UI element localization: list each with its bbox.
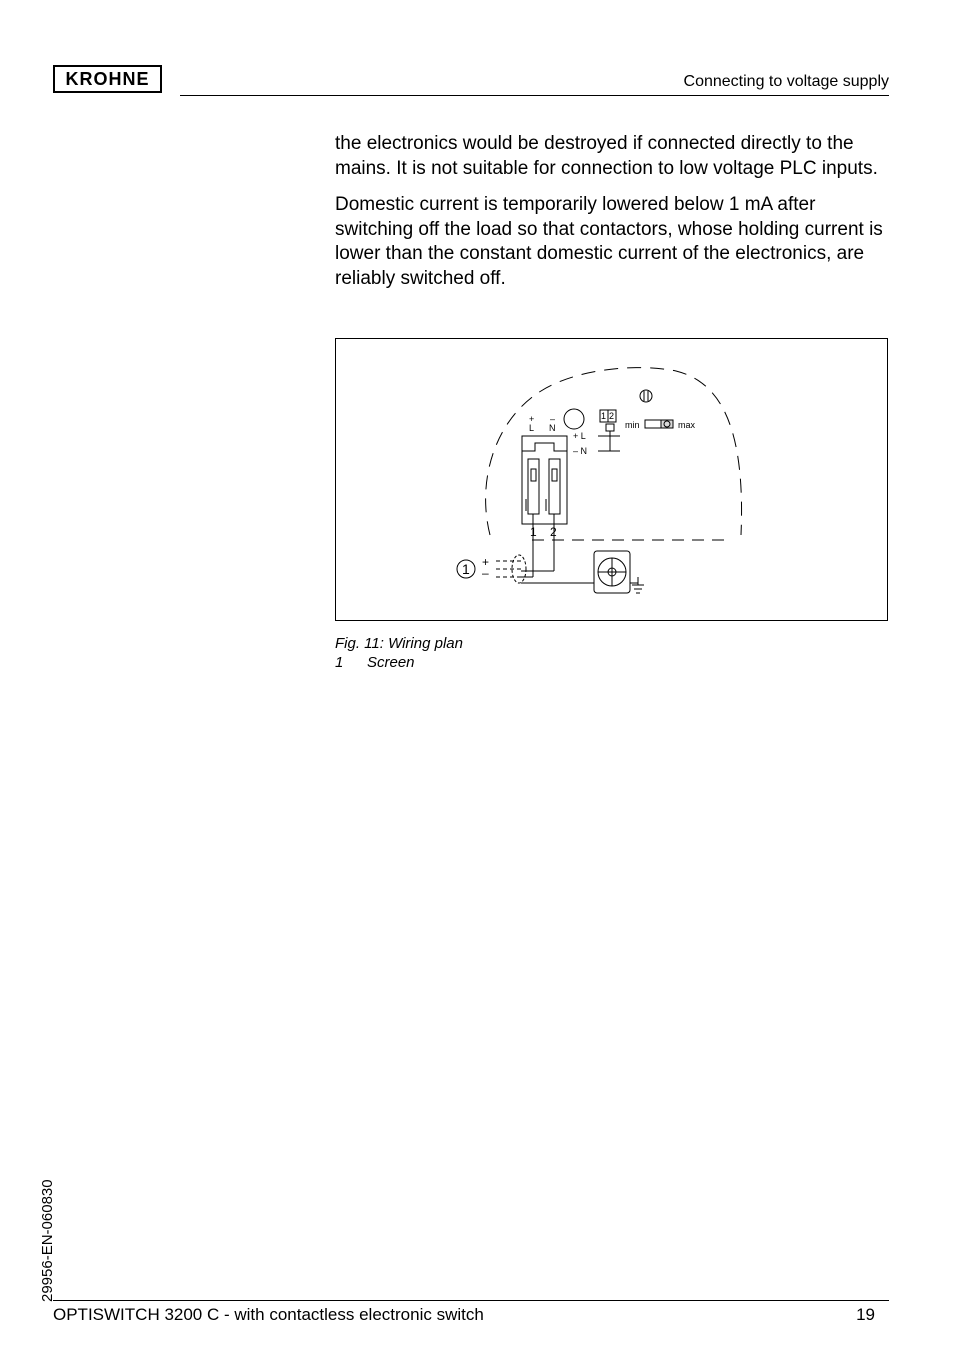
wiring-diagram xyxy=(336,339,887,620)
terminal-n-label: N xyxy=(549,423,556,433)
lock-screw-icon xyxy=(640,390,652,402)
minus-n-label: – N xyxy=(573,446,588,456)
relay-contact xyxy=(606,424,614,431)
terminal-2-label: 2 xyxy=(550,525,557,539)
body-text xyxy=(335,132,891,303)
krohne-logo: KROHNE xyxy=(53,65,162,93)
footer-divider xyxy=(53,1300,889,1301)
terminal-plus-label: + xyxy=(529,414,535,424)
document-code: 29956-EN-060830 xyxy=(39,1179,56,1302)
header-divider xyxy=(180,95,889,96)
plus-l-label: + L xyxy=(573,431,586,441)
section-title: Connecting to voltage supply xyxy=(683,73,889,90)
cable-plus-label: + xyxy=(482,555,490,569)
terminal-minus-label: – xyxy=(550,414,556,424)
terminal-screw xyxy=(564,409,584,429)
legend-item xyxy=(335,653,463,672)
relay-2-label: 2 xyxy=(609,411,615,421)
min-label: min xyxy=(625,420,640,430)
wiring-plan-figure xyxy=(335,338,888,621)
page-number: 19 xyxy=(856,1305,875,1324)
screen-callout-label: 1 xyxy=(462,561,470,577)
footer-title: OPTISWITCH 3200 C - with contactless electronic switch xyxy=(53,1305,484,1324)
relay-1-label: 1 xyxy=(601,411,607,421)
paragraph: Domestic current is temporarily lowered below 1 mA after switching off the load so that contactors, whose holding current is lower than the constant domestic current of the electronics, are reliably switched off. xyxy=(335,194,883,289)
legend-text: Screen xyxy=(367,654,415,671)
max-label: max xyxy=(678,420,696,430)
figure-caption xyxy=(335,634,463,672)
cable-minus-label: – xyxy=(482,566,489,580)
paragraph: the electronics would be destroyed if connected directly to the mains. It is not suitable for connection to low voltage PLC inputs. xyxy=(335,133,878,179)
terminal-1-label: 1 xyxy=(530,525,537,539)
terminal-l-label: L xyxy=(529,423,535,433)
legend-number: 1 xyxy=(335,654,344,671)
caption-title: Fig. 11: Wiring plan xyxy=(335,635,463,652)
